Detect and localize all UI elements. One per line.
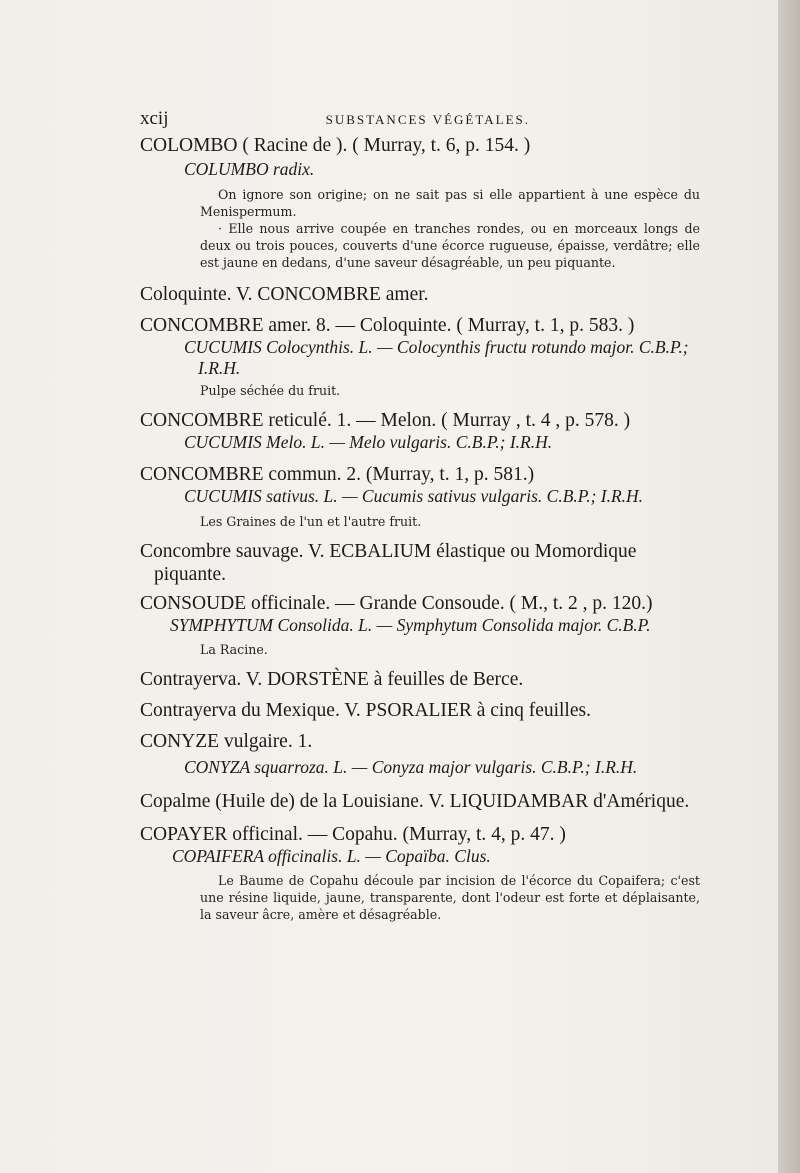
- entry-contrayerva-mexique: [140, 699, 700, 722]
- note-text: · Elle nous arrive coupée en tranches rondes, ou en morceaux longs de deux ou trois pouces, couverts d'une écorce rugueuse, épaisse, verdâtre; elle est jaune en dedans, d'une saveur désagréable, un peu piquante.: [200, 221, 700, 270]
- note-text: Pulpe séchée du fruit.: [200, 383, 341, 398]
- page-number: xcij: [140, 108, 169, 129]
- entry-concombre-amer: [140, 314, 700, 399]
- running-header: [140, 108, 700, 130]
- entry-note: [200, 186, 700, 220]
- page-content: [140, 108, 700, 923]
- entry-concombre-sauvage: [140, 540, 700, 586]
- entry-note: [200, 382, 700, 399]
- entry-heading: CONCOMBRE commun. 2. (Murray, t. 1, p. 581.): [140, 464, 535, 485]
- entry-latin: COLUMBO radix.: [184, 159, 315, 179]
- entry-concombre-reticule: [140, 409, 700, 453]
- entry-note: [200, 220, 700, 271]
- entry-latin: CUCUMIS Melo. L. — Melo vulgaris. C.B.P.; I.R.H.: [184, 432, 553, 452]
- entry-heading: Concombre sauvage. V. ECBALIUM élastique ou Momordique piquante.: [140, 541, 637, 585]
- entry-heading: COLOMBO ( Racine de ). ( Murray, t. 6, p. 154. ): [140, 135, 531, 156]
- entry-heading: Copalme (Huile de) de la Louisiane. V. LIQUIDAMBAR d'Amérique.: [140, 791, 690, 812]
- page-edge: [778, 0, 800, 1173]
- entry-note: [200, 872, 700, 923]
- entry-note: [200, 641, 700, 658]
- entry-colombo: [140, 134, 700, 271]
- entry-heading: Contrayerva. V. DORSTÈNE à feuilles de Berce.: [140, 669, 524, 690]
- entry-conyze: [140, 730, 700, 778]
- note-text: Le Baume de Copahu découle par incision de l'écorce du Copaifera; c'est une résine liquide, jaune, transparente, dont l'odeur est forte et déplaisante, la saveur âcre, amère et désagréable.: [200, 873, 700, 922]
- entry-latin: CUCUMIS sativus. L. — Cucumis sativus vulgaris. C.B.P.; I.R.H.: [184, 486, 644, 506]
- entry-consoude: [140, 592, 700, 658]
- entry-heading: CONCOMBRE reticulé. 1. — Melon. ( Murray , t. 4 , p. 578. ): [140, 410, 631, 431]
- running-title: SUBSTANCES VÉGÉTALES.: [325, 112, 530, 127]
- entry-note: [200, 513, 700, 530]
- entry-concombre-commun: [140, 463, 700, 530]
- entry-latin: CUCUMIS Colocynthis. L. — Colocynthis fructu rotundo major. C.B.P.; I.R.H.: [184, 337, 689, 378]
- note-text: Les Graines de l'un et l'autre fruit.: [200, 514, 422, 529]
- entry-contrayerva: [140, 668, 700, 691]
- entry-copayer: [140, 823, 700, 923]
- note-text: La Racine.: [200, 642, 268, 657]
- entry-heading: CONCOMBRE amer. 8. — Coloquinte. ( Murray, t. 1, p. 583. ): [140, 315, 635, 336]
- entry-latin: COPAIFERA officinalis. L. — Copaïba. Clus.: [172, 846, 491, 866]
- entry-heading: Contrayerva du Mexique. V. PSORALIER à cinq feuilles.: [140, 700, 591, 721]
- entry-heading: CONSOUDE officinale. — Grande Consoude. ( M., t. 2 , p. 120.): [140, 593, 653, 614]
- entry-copalme: [140, 790, 700, 813]
- entry-heading: Coloquinte. V. CONCOMBRE amer.: [140, 284, 429, 305]
- entry-coloquinte: [140, 283, 700, 306]
- note-text: On ignore son origine; on ne sait pas si elle appartient à une espèce du Menispermum.: [200, 187, 700, 219]
- entry-heading: COPAYER officinal. — Copahu. (Murray, t. 4, p. 47. ): [140, 824, 566, 845]
- entry-heading: CONYZE vulgaire. 1.: [140, 731, 313, 752]
- entry-latin: CONYZA squarroza. L. — Conyza major vulgaris. C.B.P.; I.R.H.: [184, 757, 638, 777]
- entry-latin: SYMPHYTUM Consolida. L. — Symphytum Consolida major. C.B.P.: [170, 615, 651, 635]
